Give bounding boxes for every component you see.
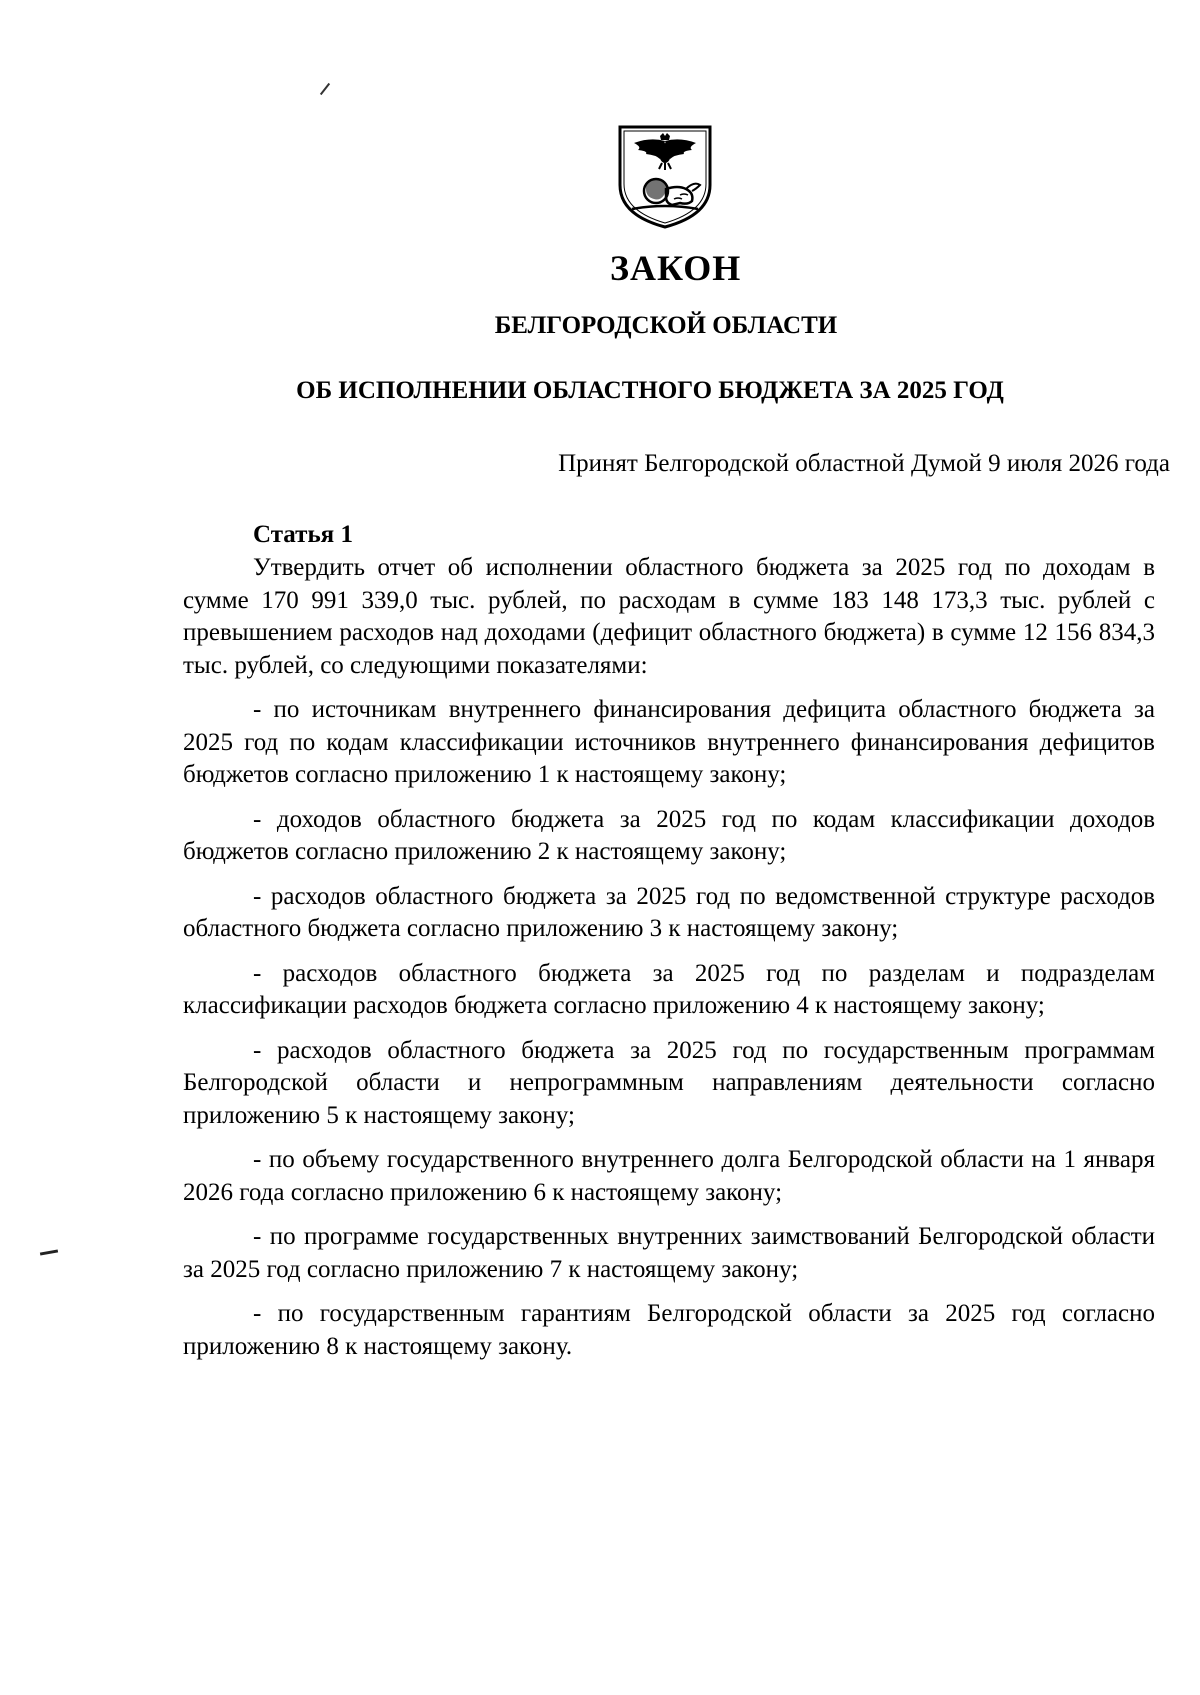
article-paragraph: - расходов областного бюджета за 2025 год по ведомственной структуре расходов областного бюджета согласно приложению 3 к настоящему закону; (183, 882, 1155, 942)
coat-of-arms-icon (616, 123, 714, 231)
article-paragraph: - по программе государственных внутренних заимствований Белгородской области за 2025 год согласно приложению 7 к настоящему закону; (183, 1223, 1155, 1283)
article-paragraph: - расходов областного бюджета за 2025 год по разделам и подразделам классификации расходов бюджета согласно приложению 4 к настоящему закону; (183, 959, 1155, 1019)
article-paragraph: - по источникам внутреннего финансирования дефицита областного бюджета за 2025 год по кодам классификации источников внутреннего финансирования дефицитов бюджетов согласно приложению 1 к настоящему закону; (183, 696, 1155, 788)
document-title: ЗАКОН (610, 248, 742, 288)
article-paragraph: Утвердить отчет об исполнении областного бюджета за 2025 год по доходам в сумме 170 991 339,0 тыс. рублей, по расходам в сумме 183 148 173,3 тыс. рублей с превышением расходов над доходами (дефицит областного бюджета) в сумме 12 156 834,3 тыс. рублей, со следующими показателями: (183, 554, 1155, 679)
article-body (183, 552, 1155, 1363)
article-paragraph: - доходов областного бюджета за 2025 год по кодам классификации доходов бюджетов согласно приложению 2 к настоящему закону; (183, 805, 1155, 865)
article-paragraph: - расходов областного бюджета за 2025 год по государственным программам Белгородской области и непрограммным направлениям деятельности согласно приложению 5 к настоящему закону; (183, 1036, 1155, 1129)
adoption-line: Принят Белгородской областной Думой 9 июля 2026 года (558, 450, 1170, 477)
scan-artifact-mark (320, 83, 330, 95)
article-paragraph: - по государственным гарантиям Белгородской области за 2025 год согласно приложению 8 к настоящему закону. (183, 1300, 1155, 1360)
article-title: Статья 1 (253, 521, 353, 548)
document-subject: ОБ ИСПОЛНЕНИИ ОБЛАСТНОГО БЮДЖЕТА ЗА 2025 ГОД (296, 377, 1004, 404)
document-region: БЕЛГОРОДСКОЙ ОБЛАСТИ (494, 312, 838, 339)
scan-artifact-mark (40, 1249, 58, 1255)
article-paragraph: - по объему государственного внутреннего долга Белгородской области на 1 января 2026 года согласно приложению 6 к настоящему закону; (183, 1146, 1155, 1206)
